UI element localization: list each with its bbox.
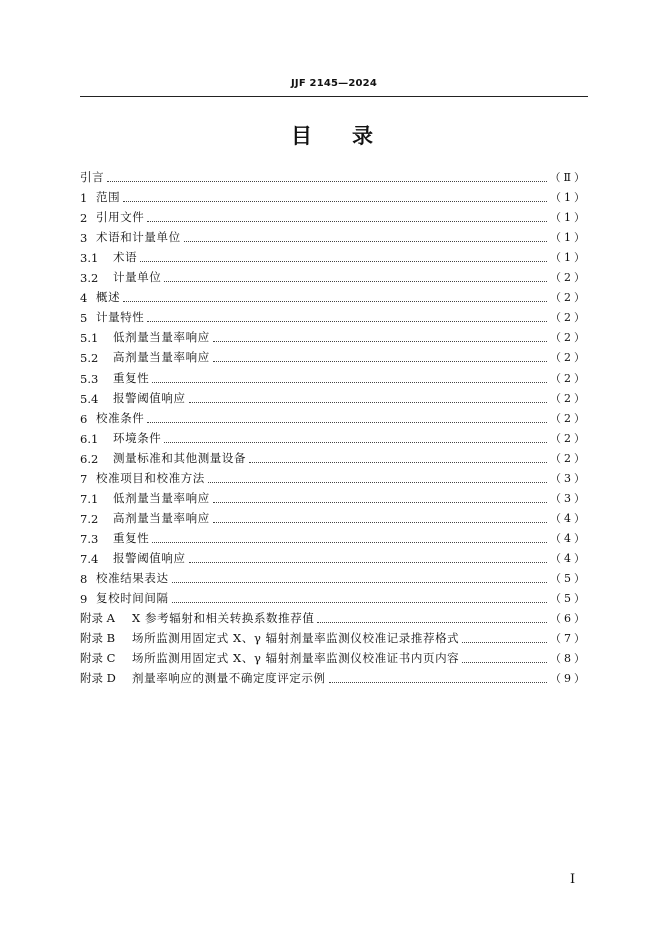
dot-leader xyxy=(213,360,547,362)
toc-entry-number: 3.2 xyxy=(80,271,99,286)
toc-entry[interactable] xyxy=(80,466,588,486)
toc-entry-label: X 参考辐射和相关转换系数推荐值 xyxy=(132,611,315,626)
header-rule xyxy=(80,96,588,97)
toc-entry-label: 校准条件 xyxy=(96,410,145,425)
dot-leader xyxy=(172,581,547,583)
toc-entry-page: （3） xyxy=(550,471,588,485)
dot-leader xyxy=(184,240,547,242)
toc-entry-number: 7.2 xyxy=(80,511,99,526)
toc-entry-page: （2） xyxy=(550,451,588,465)
toc-entry-page: （Ⅱ） xyxy=(549,171,588,185)
toc-entry[interactable] xyxy=(80,566,588,586)
title-char-1: 目 xyxy=(291,123,316,148)
toc-entry-number: 附录 A xyxy=(80,611,115,626)
toc-entry-label: 概述 xyxy=(96,290,121,305)
toc-entry-number: 6.1 xyxy=(80,431,99,446)
toc-entry-number: 附录 B xyxy=(80,631,116,646)
toc-entry-page: （6） xyxy=(550,612,588,626)
toc-entry[interactable] xyxy=(80,345,588,365)
toc-entry-label: 高剂量当量率响应 xyxy=(113,350,210,365)
toc-entry[interactable] xyxy=(80,666,588,686)
dot-leader xyxy=(317,621,547,623)
table-of-contents xyxy=(80,165,588,686)
toc-entry-page: （1） xyxy=(550,191,588,205)
toc-entry-number: 7.3 xyxy=(80,531,99,546)
toc-entry-number: 7.1 xyxy=(80,491,99,506)
toc-entry-label: 低剂量当量率响应 xyxy=(113,330,210,345)
dot-leader xyxy=(147,320,547,322)
toc-entry-label: 重复性 xyxy=(113,370,150,385)
toc-entry-number: 8 xyxy=(80,571,88,586)
toc-entry-number: 5 xyxy=(80,311,88,326)
toc-entry-number: 7.4 xyxy=(80,551,99,566)
toc-entry[interactable] xyxy=(80,185,588,205)
toc-entry-number: 1 xyxy=(80,191,88,206)
dot-leader xyxy=(213,501,547,503)
toc-entry-page: （1） xyxy=(550,211,588,225)
toc-entry[interactable] xyxy=(80,305,588,325)
toc-entry-label: 引言 xyxy=(80,170,105,185)
toc-entry-page: （4） xyxy=(550,531,588,545)
toc-entry[interactable] xyxy=(80,446,588,466)
toc-entry-page: （9） xyxy=(550,672,588,686)
page-folio: Ⅰ xyxy=(570,872,576,887)
toc-entry[interactable] xyxy=(80,365,588,385)
dot-leader xyxy=(123,300,547,302)
toc-entry[interactable] xyxy=(80,546,588,566)
toc-entry[interactable] xyxy=(80,245,588,265)
toc-entry[interactable] xyxy=(80,426,588,446)
toc-entry-number: 7 xyxy=(80,471,88,486)
toc-entry-label: 计量特性 xyxy=(96,310,145,325)
toc-entry-label: 范围 xyxy=(96,190,121,205)
toc-entry[interactable] xyxy=(80,386,588,406)
toc-entry-label: 术语 xyxy=(113,250,138,265)
dot-leader xyxy=(140,260,547,262)
toc-entry[interactable] xyxy=(80,486,588,506)
dot-leader xyxy=(123,200,547,202)
toc-entry[interactable] xyxy=(80,506,588,526)
toc-entry-number: 6 xyxy=(80,411,88,426)
dot-leader xyxy=(172,601,547,603)
toc-entry[interactable] xyxy=(80,646,588,666)
toc-entry-number: 3 xyxy=(80,231,88,246)
toc-entry-page: （4） xyxy=(550,551,588,565)
toc-entry-number: 5.3 xyxy=(80,371,99,386)
toc-entry-label: 剂量率响应的测量不确定度评定示例 xyxy=(132,671,326,686)
toc-entry-label: 低剂量当量率响应 xyxy=(113,490,210,505)
toc-entry-label: 校准结果表达 xyxy=(96,570,169,585)
toc-entry[interactable] xyxy=(80,285,588,305)
toc-entry[interactable] xyxy=(80,165,588,185)
toc-entry-label: 报警阈值响应 xyxy=(113,390,186,405)
toc-entry-page: （2） xyxy=(550,331,588,345)
toc-entry-label: 校准项目和校准方法 xyxy=(96,470,205,485)
toc-entry-page: （2） xyxy=(550,291,588,305)
toc-entry-page: （2） xyxy=(550,351,588,365)
dot-leader xyxy=(152,541,547,543)
toc-entry[interactable] xyxy=(80,626,588,646)
dot-leader xyxy=(462,641,547,643)
standard-code-header: JJF 2145—2024 xyxy=(290,78,378,89)
toc-entry-page: （2） xyxy=(550,271,588,285)
toc-entry-page: （1） xyxy=(550,251,588,265)
toc-entry-label: 计量单位 xyxy=(113,270,162,285)
toc-entry[interactable] xyxy=(80,586,588,606)
toc-entry-page: （2） xyxy=(550,311,588,325)
toc-entry[interactable] xyxy=(80,205,588,225)
toc-entry-label: 复校时间间隔 xyxy=(96,591,169,606)
toc-entry-label: 重复性 xyxy=(113,530,150,545)
toc-entry-number: 6.2 xyxy=(80,451,99,466)
dot-leader xyxy=(249,461,547,463)
title-char-2: 录 xyxy=(352,123,377,148)
dot-leader xyxy=(208,481,547,483)
toc-entry-label: 测量标准和其他测量设备 xyxy=(113,450,247,465)
toc-entry-number: 3.1 xyxy=(80,251,99,266)
toc-entry-label: 引用文件 xyxy=(96,210,145,225)
toc-entry-label: 术语和计量单位 xyxy=(96,230,181,245)
toc-entry-number: 5.1 xyxy=(80,331,99,346)
toc-entry-page: （1） xyxy=(550,231,588,245)
toc-entry-page: （2） xyxy=(550,431,588,445)
dot-leader xyxy=(107,180,546,182)
toc-entry-label: 高剂量当量率响应 xyxy=(113,510,210,525)
toc-entry-number: 2 xyxy=(80,211,88,226)
toc-entry-label: 场所监测用固定式 X、γ 辐射剂量率监测仪校准记录推荐格式 xyxy=(132,631,460,646)
dot-leader xyxy=(329,681,547,683)
toc-entry[interactable] xyxy=(80,225,588,245)
toc-entry-number: 5.2 xyxy=(80,351,99,366)
toc-entry-number: 5.4 xyxy=(80,391,99,406)
toc-entry[interactable] xyxy=(80,265,588,285)
toc-entry-label: 环境条件 xyxy=(113,430,162,445)
toc-entry-page: （2） xyxy=(550,391,588,405)
toc-entry-page: （2） xyxy=(550,371,588,385)
toc-entry-number: 9 xyxy=(80,592,88,607)
toc-entry-page: （3） xyxy=(550,491,588,505)
dot-leader xyxy=(189,561,547,563)
toc-entry-label: 报警阈值响应 xyxy=(113,550,186,565)
toc-entry-page: （5） xyxy=(550,592,588,606)
toc-entry[interactable] xyxy=(80,606,588,626)
toc-entry-page: （8） xyxy=(550,652,588,666)
toc-entry-number: 4 xyxy=(80,291,88,306)
dot-leader xyxy=(213,340,547,342)
toc-entry-page: （2） xyxy=(550,411,588,425)
toc-entry[interactable] xyxy=(80,406,588,426)
toc-entry-label: 场所监测用固定式 X、γ 辐射剂量率监测仪校准证书内页内容 xyxy=(132,651,460,666)
toc-entry-number: 附录 C xyxy=(80,651,116,666)
dot-leader xyxy=(147,421,547,423)
toc-entry[interactable] xyxy=(80,526,588,546)
dot-leader xyxy=(164,441,547,443)
dot-leader xyxy=(213,521,547,523)
page-title xyxy=(80,120,588,150)
dot-leader xyxy=(164,280,547,282)
dot-leader xyxy=(462,661,547,663)
toc-entry-page: （4） xyxy=(550,511,588,525)
dot-leader xyxy=(189,401,547,403)
toc-entry-number: 附录 D xyxy=(80,671,116,686)
toc-entry-page: （7） xyxy=(550,632,588,646)
dot-leader xyxy=(147,220,547,222)
toc-entry-page: （5） xyxy=(550,571,588,585)
toc-entry[interactable] xyxy=(80,325,588,345)
dot-leader xyxy=(152,381,547,383)
